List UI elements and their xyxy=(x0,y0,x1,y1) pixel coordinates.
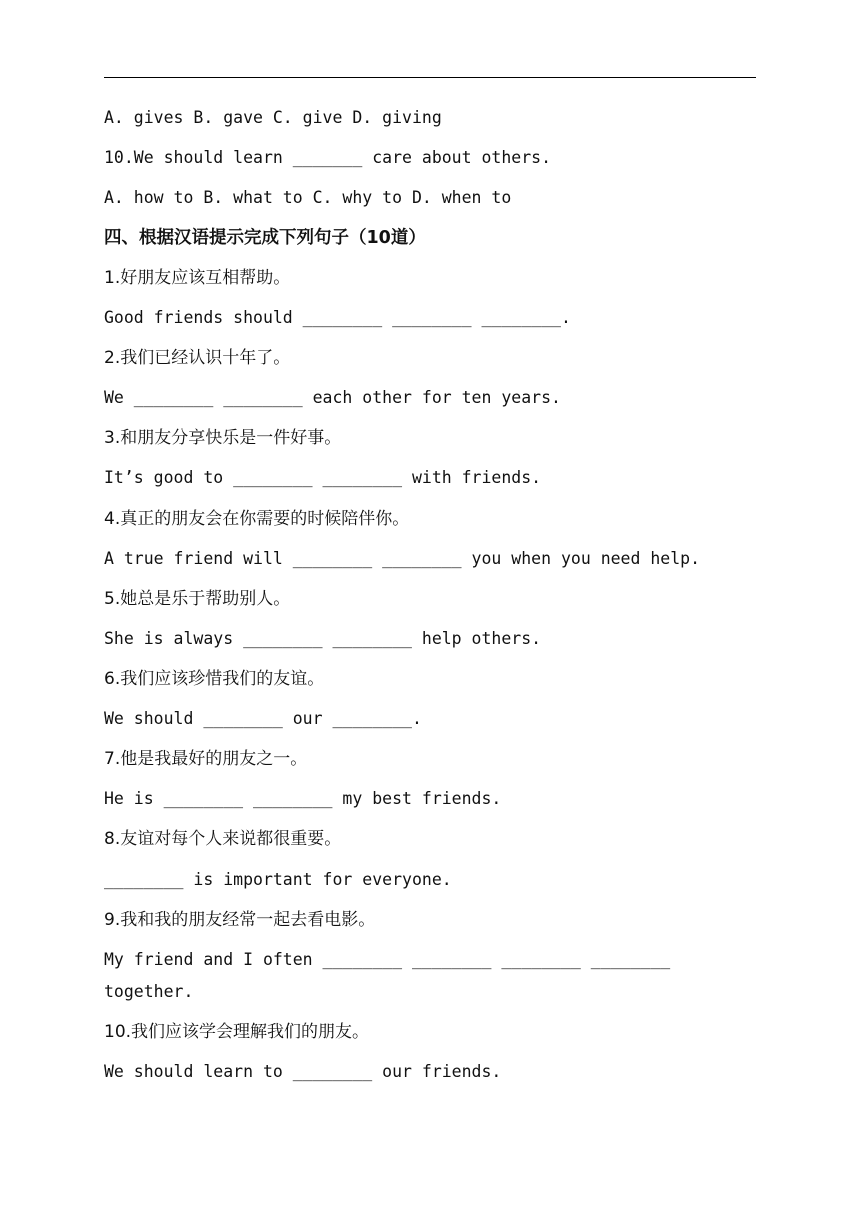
item-4-chinese: 4.真正的朋友会在你需要的时候陪伴你。 xyxy=(104,509,410,529)
item-9-english-continued: together. xyxy=(104,982,194,1001)
item-6-english: We should ________ our ________. xyxy=(104,709,422,728)
item-8-english: ________ is important for everyone. xyxy=(104,870,452,889)
item-1-english: Good friends should ________ ________ ________. xyxy=(104,308,571,327)
section-four-heading: 四、根据汉语提示完成下列句子（10道） xyxy=(104,228,426,248)
item-7-chinese: 7.他是我最好的朋友之一。 xyxy=(104,749,308,769)
item-5-chinese: 5.她总是乐于帮助别人。 xyxy=(104,589,291,609)
q10-options: A. how to B. what to C. why to D. when to xyxy=(104,188,512,207)
item-7-english: He is ________ ________ my best friends. xyxy=(104,789,502,808)
item-6-chinese: 6.我们应该珍惜我们的友谊。 xyxy=(104,669,325,689)
item-4-english: A true friend will ________ ________ you when you need help. xyxy=(104,549,701,568)
header-rule xyxy=(104,77,756,78)
item-10-english: We should learn to ________ our friends. xyxy=(104,1062,502,1081)
item-10-chinese: 10.我们应该学会理解我们的朋友。 xyxy=(104,1022,370,1042)
item-5-english: She is always ________ ________ help others. xyxy=(104,629,542,648)
item-2-english: We ________ ________ each other for ten years. xyxy=(104,388,561,407)
item-3-english: It’s good to ________ ________ with friends. xyxy=(104,468,542,487)
item-8-chinese: 8.友谊对每个人来说都很重要。 xyxy=(104,829,342,849)
item-9-english: My friend and I often ________ ________ ________ ________ xyxy=(104,950,671,969)
item-9-chinese: 9.我和我的朋友经常一起去看电影。 xyxy=(104,910,376,930)
item-3-chinese: 3.和朋友分享快乐是一件好事。 xyxy=(104,428,342,448)
q10-question: 10.We should learn _______ care about others. xyxy=(104,148,552,167)
q9-options: A. gives B. gave C. give D. giving xyxy=(104,108,442,127)
item-1-chinese: 1.好朋友应该互相帮助。 xyxy=(104,268,291,288)
item-2-chinese: 2.我们已经认识十年了。 xyxy=(104,348,291,368)
